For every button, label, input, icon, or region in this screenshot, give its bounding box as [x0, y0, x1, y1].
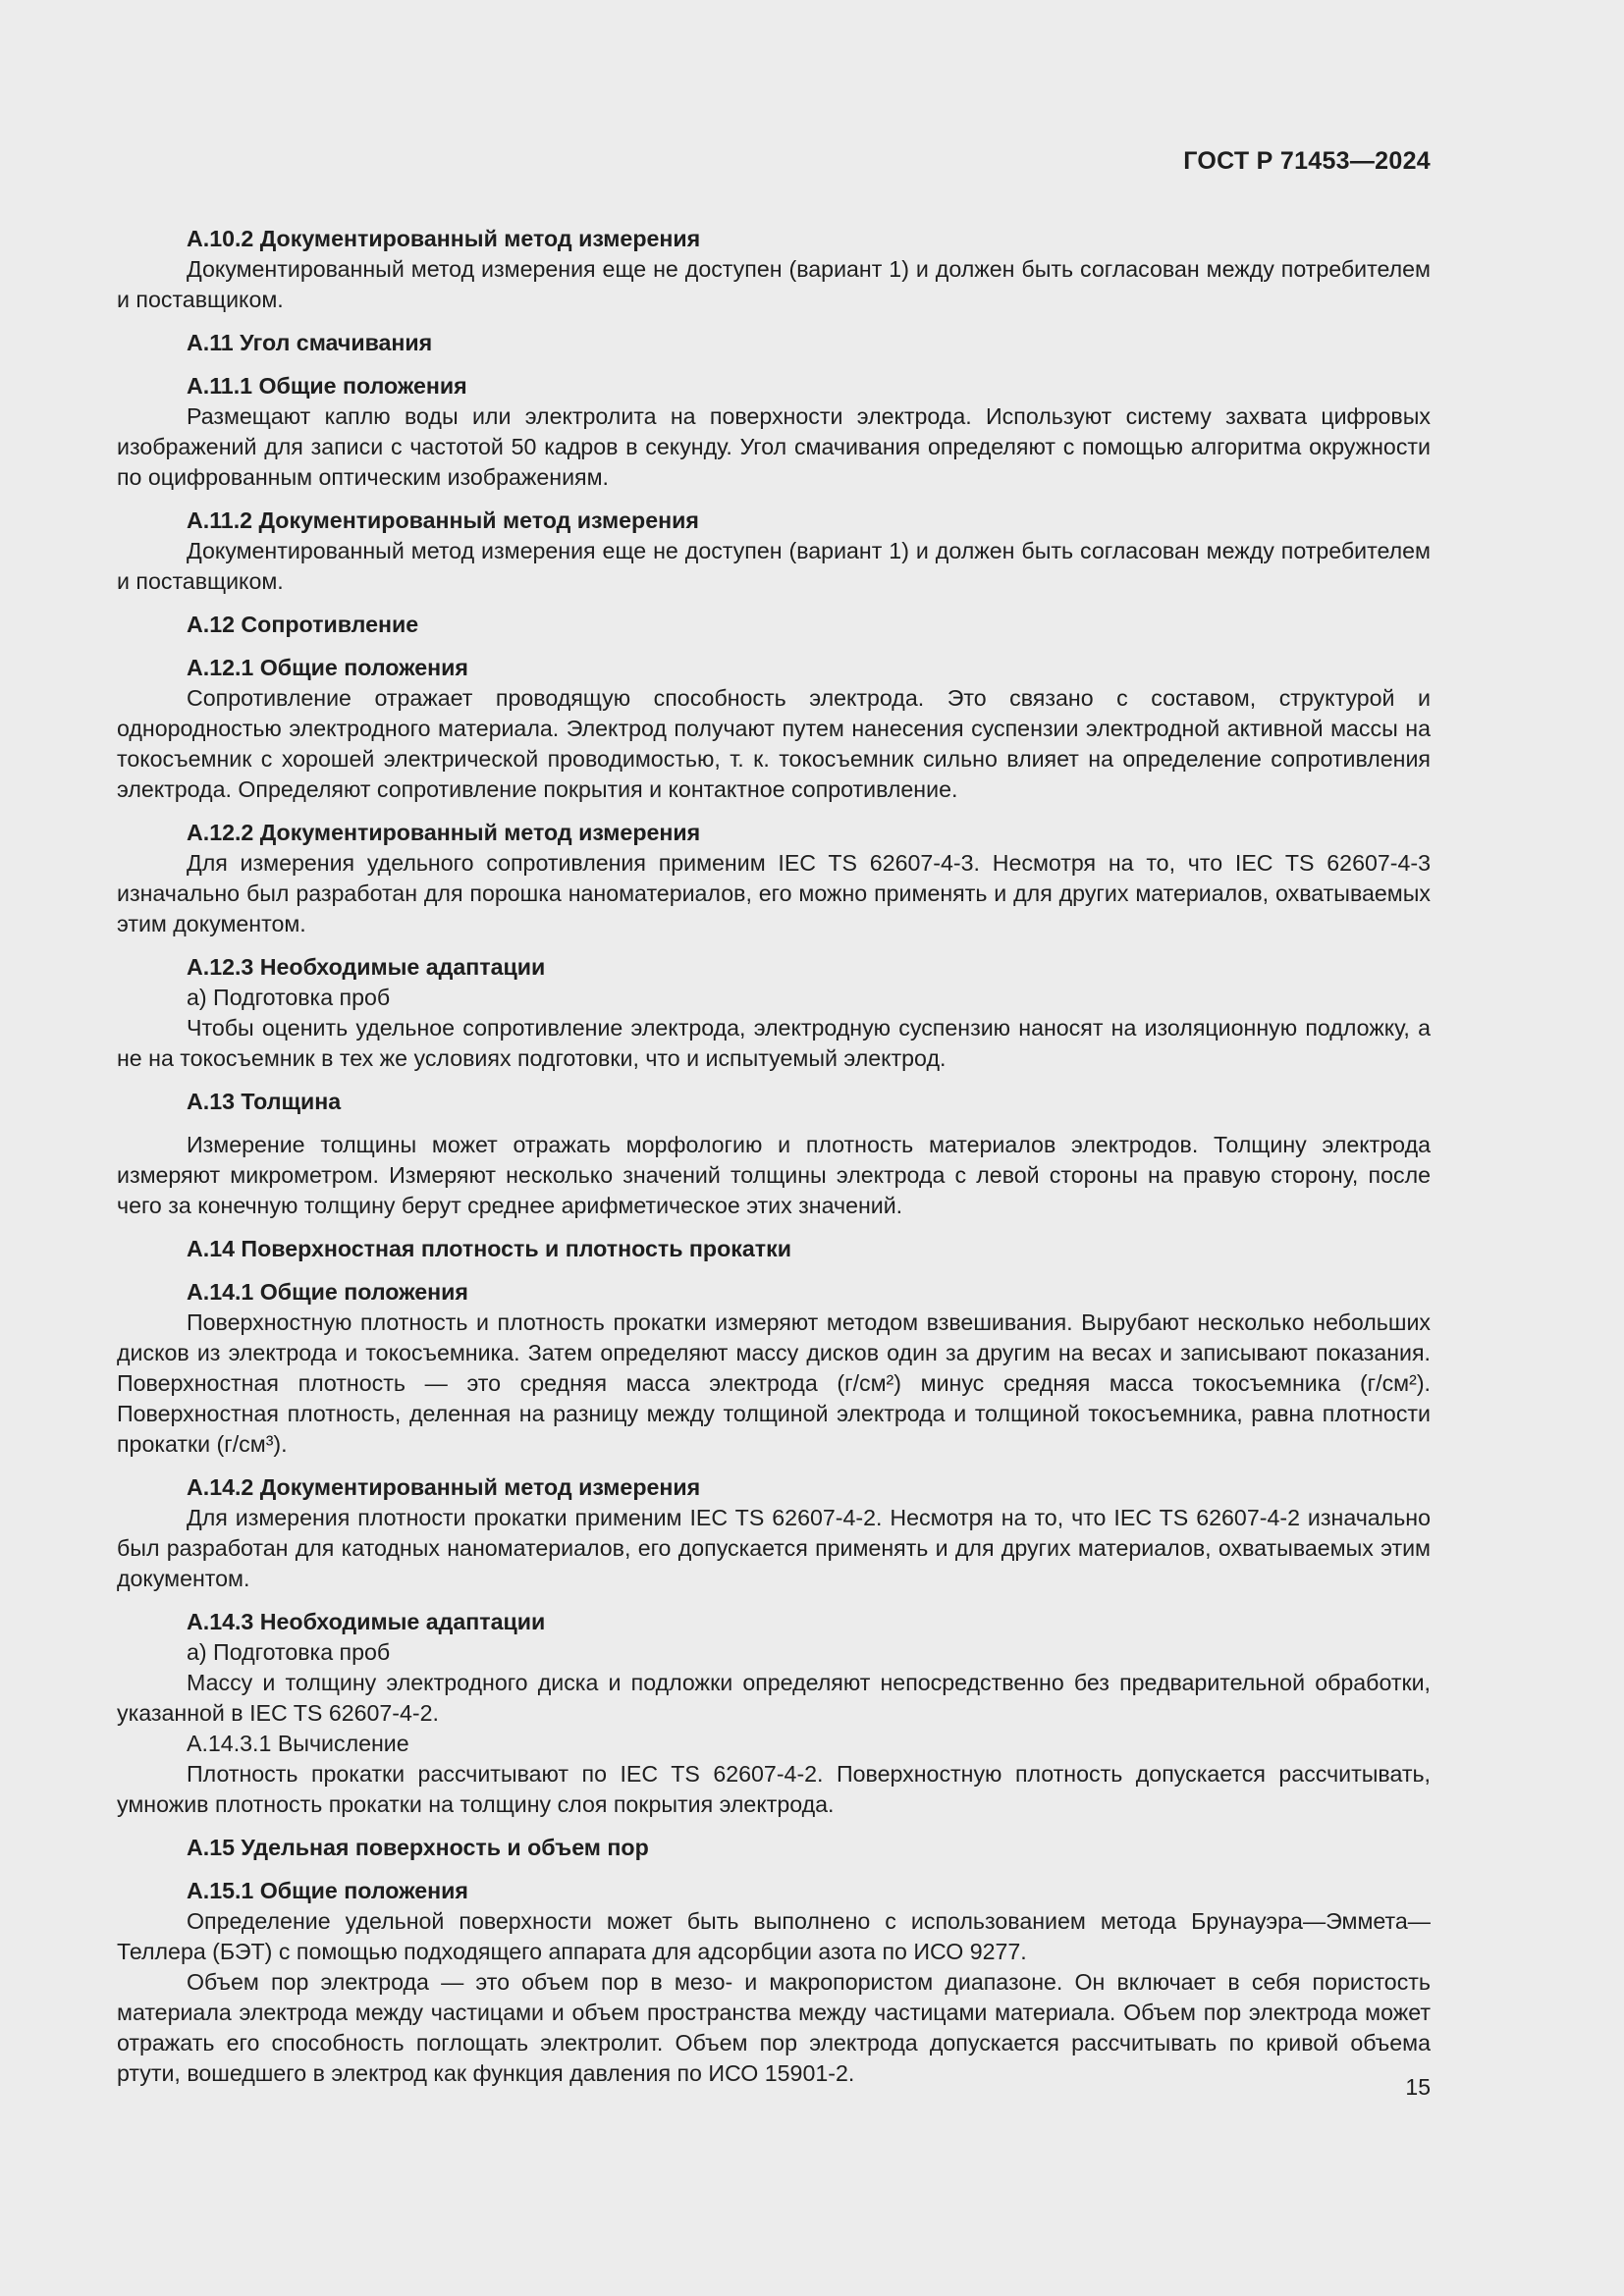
- section-heading: A.12.3 Необходимые адаптации: [187, 954, 546, 980]
- section-heading: A.11.1 Общие положения: [187, 373, 467, 399]
- section-heading: A.14.3 Необходимые адаптации: [187, 1609, 546, 1634]
- paragraph: Чтобы оценить удельное сопротивление электрода, электродную суспензию наносят на изоляционную подложку, а не на токосъемник в тех же условиях подготовки, что и испытуемый электрод.: [117, 1015, 1431, 1071]
- section-heading: A.15 Удельная поверхность и объем пор: [187, 1835, 649, 1860]
- sub-item: a) Подготовка проб: [187, 985, 391, 1010]
- section-heading: A.12.1 Общие положения: [187, 655, 468, 680]
- paragraph: Размещают каплю воды или электролита на поверхности электрода. Используют систему захвата цифровых изображений для записи с частотой 50 кадров в секунду. Угол смачивания определяют с помощью алгоритма окружности по оцифрованным оптическим изображениям.: [117, 403, 1431, 490]
- document-body: [117, 224, 1431, 2089]
- section-heading: A.10.2 Документированный метод измерения: [187, 226, 701, 251]
- paragraph: Измерение толщины может отражать морфологию и плотность материалов электродов. Толщину электрода измеряют микрометром. Измеряют несколько значений толщины электрода с левой стороны на правую сторону, после чего за конечную толщину берут среднее арифметическое этих значений.: [117, 1132, 1431, 1218]
- paragraph: Документированный метод измерения еще не доступен (вариант 1) и должен быть согласован между потребителем и поставщиком.: [117, 538, 1431, 594]
- paragraph: Поверхностную плотность и плотность прокатки измеряют методом взвешивания. Вырубают несколько небольших дисков из электрода и токосъемника. Затем определяют массу дисков один за другим на весах и записывают показания. Поверхностная плотность — это средняя масса электрода (г/см²) минус средняя масса токосъемника (г/см²). Поверхностная плотность, деленная на разницу между толщиной электрода и толщиной токосъемника, равна плотности прокатки (г/см³).: [117, 1309, 1431, 1457]
- paragraph: Объем пор электрода — это объем пор в мезо- и макропористом диапазоне. Он включает в себя пористость материала электрода между частицами и объем пространства между частицами материала. Объем пор электрода может отражать его способность поглощать электролит. Объем пор электрода допускается рассчитывать по кривой объема ртути, вошедшего в электрод как функция давления по ИСО 15901-2.: [117, 1969, 1431, 2086]
- section-heading: A.11 Угол смачивания: [187, 330, 433, 355]
- paragraph: Для измерения удельного сопротивления применим IEC TS 62607-4-3. Несмотря на то, что IEC TS 62607-4-3 изначально был разработан для порошка наноматериалов, его можно применять и для других материалов, охватываемых этим документом.: [117, 850, 1431, 936]
- document-header: ГОСТ Р 71453—2024: [1183, 147, 1431, 175]
- sub-item: A.14.3.1 Вычисление: [187, 1731, 409, 1756]
- paragraph: Плотность прокатки рассчитывают по IEC TS 62607-4-2. Поверхностную плотность допускается рассчитывать, умножив плотность прокатки на толщину слоя покрытия электрода.: [117, 1761, 1431, 1817]
- section-heading: A.11.2 Документированный метод измерения: [187, 507, 699, 533]
- section-heading: A.14 Поверхностная плотность и плотность прокатки: [187, 1236, 791, 1261]
- section-heading: A.14.1 Общие положения: [187, 1279, 468, 1305]
- section-heading: A.14.2 Документированный метод измерения: [187, 1474, 701, 1500]
- paragraph: Массу и толщину электродного диска и подложки определяют непосредственно без предварительной обработки, указанной в IEC TS 62607-4-2.: [117, 1670, 1431, 1726]
- paragraph: Сопротивление отражает проводящую способность электрода. Это связано с составом, структурой и однородностью электродного материала. Электрод получают путем нанесения суспензии электродной активной массы на токосъемник с хорошей электрической проводимостью, т. к. токосъемник сильно влияет на определение сопротивления электрода. Определяют сопротивление покрытия и контактное сопротивление.: [117, 685, 1431, 802]
- section-heading: A.12 Сопротивление: [187, 612, 419, 637]
- sub-item: a) Подготовка проб: [187, 1639, 391, 1665]
- section-heading: A.13 Толщина: [187, 1089, 342, 1114]
- paragraph: Документированный метод измерения еще не доступен (вариант 1) и должен быть согласован между потребителем и поставщиком.: [117, 256, 1431, 312]
- section-heading: A.12.2 Документированный метод измерения: [187, 820, 701, 845]
- paragraph: Определение удельной поверхности может быть выполнено с использованием метода Брунауэра—Эммета—Теллера (БЭТ) с помощью подходящего аппарата для адсорбции азота по ИСО 9277.: [117, 1908, 1431, 1964]
- paragraph: Для измерения плотности прокатки применим IEC TS 62607-4-2. Несмотря на то, что IEC TS 62607-4-2 изначально был разработан для катодных наноматериалов, его допускается применять и для других материалов, охватываемых этим документом.: [117, 1505, 1431, 1591]
- page-number: 15: [1405, 2074, 1431, 2100]
- section-heading: A.15.1 Общие положения: [187, 1878, 468, 1903]
